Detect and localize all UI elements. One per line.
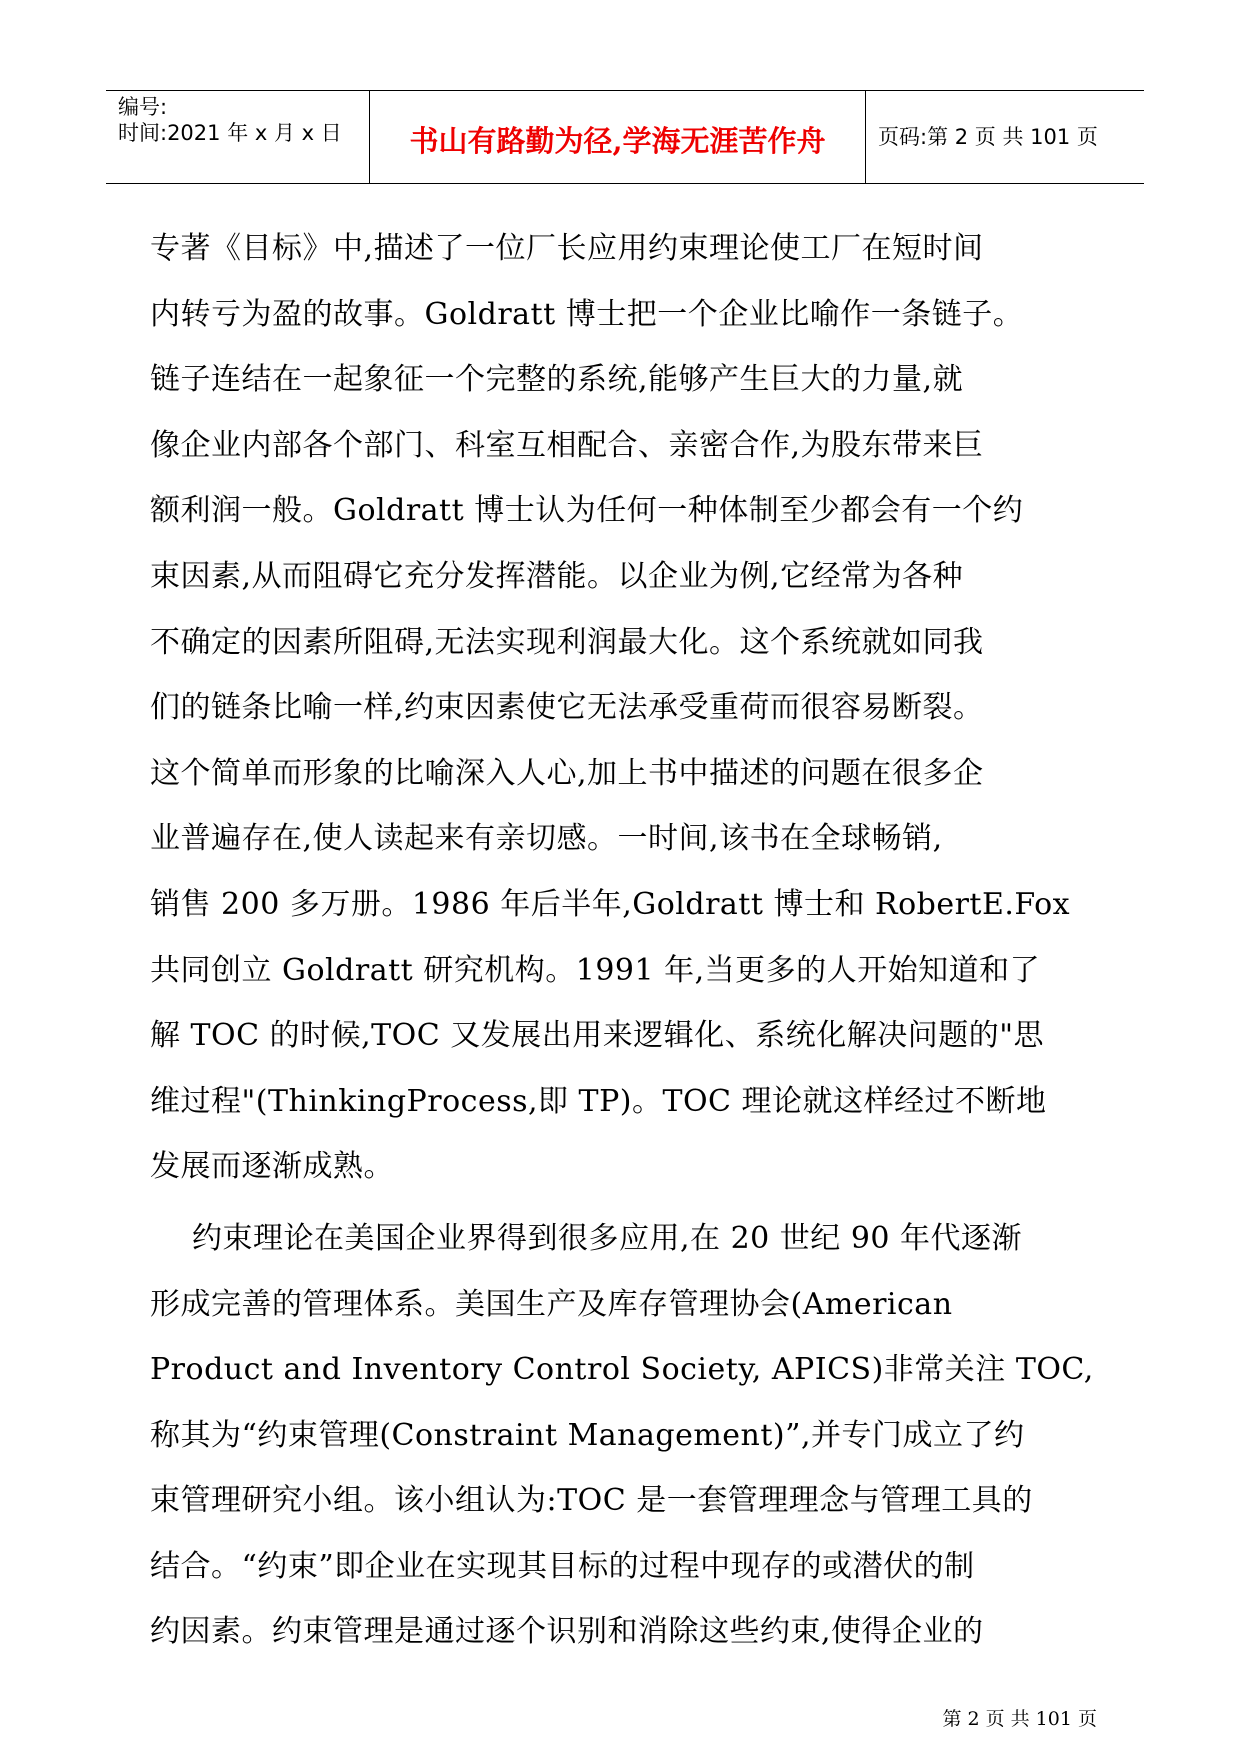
text-line: 这个简单而形象的比喻深入人心,加上书中描述的问题在很多企 xyxy=(150,755,984,791)
text-line: 称其为“约束管理(Constraint Management)”,并专门成立了约 xyxy=(150,1417,1025,1453)
header-page-label: 页码:第 2 页 共 101 页 xyxy=(878,125,1098,149)
text-line: 业普遍存在,使人读起来有亲切感。一时间,该书在全球畅销, xyxy=(150,821,943,857)
text-line: 销售 200 多万册。1986 年后半年,Goldratt 博士和 RobertE.Fox xyxy=(150,886,1071,922)
paragraph-1 xyxy=(150,216,1102,1200)
text-line: 额利润一般。Goldratt 博士认为任何一种体制至少都会有一个约 xyxy=(150,493,1024,529)
page-header xyxy=(106,90,1144,184)
page-footer: 第 2 页 共 101 页 xyxy=(942,1708,1097,1730)
text-line: 不确定的因素所阻碍,无法实现利润最大化。这个系统就如同我 xyxy=(150,624,984,660)
text-line: 发展而逐渐成熟。 xyxy=(150,1149,394,1185)
text-line: 束管理研究小组。该小组认为:TOC 是一套管理理念与管理工具的 xyxy=(150,1483,1033,1519)
text-line: 们的链条比喻一样,约束因素使它无法承受重荷而很容易断裂。 xyxy=(150,690,984,726)
text-line: 链子连结在一起象征一个完整的系统,能够产生巨大的力量,就 xyxy=(150,362,964,398)
paragraph-2 xyxy=(150,1206,1102,1665)
text-line: 内转亏为盈的故事。Goldratt 博士把一个企业比喻作一条链子。 xyxy=(150,296,1024,332)
text-line: 像企业内部各个部门、科室互相配合、亲密合作,为股东带来巨 xyxy=(150,427,984,463)
document-time-label: 时间:2021 年 x 月 x 日 xyxy=(118,121,342,145)
header-motto: 书山有路勤为径,学海无涯苦作舟 xyxy=(409,124,826,158)
text-line: 结合。“约束”即企业在实现其目标的过程中现存的或潜伏的制 xyxy=(150,1548,975,1584)
text-line: 专著《目标》中,描述了一位厂长应用约束理论使工厂在短时间 xyxy=(150,231,984,266)
text-line: Product and Inventory Control Society, APICS)非常关注 TOC, xyxy=(150,1352,1094,1388)
header-info-cell xyxy=(106,91,370,183)
text-line: 约束理论在美国企业界得到很多应用,在 20 世纪 90 年代逐渐 xyxy=(192,1220,1023,1256)
text-line: 解 TOC 的时候,TOC 又发展出用来逻辑化、系统化解决问题的"思 xyxy=(150,1018,1045,1054)
header-motto-cell xyxy=(370,91,866,183)
document-number-label: 编号: xyxy=(118,95,168,119)
header-page-cell xyxy=(866,91,1144,183)
document-body xyxy=(150,216,1102,1665)
text-line: 共同创立 Goldratt 研究机构。1991 年,当更多的人开始知道和了 xyxy=(150,952,1041,988)
text-line: 形成完善的管理体系。美国生产及库存管理协会(American xyxy=(150,1286,953,1322)
text-line: 约因素。约束管理是通过逐个识别和消除这些约束,使得企业的 xyxy=(150,1614,984,1650)
text-line: 束因素,从而阻碍它充分发挥潜能。以企业为例,它经常为各种 xyxy=(150,558,964,594)
text-line: 维过程"(ThinkingProcess,即 TP)。TOC 理论就这样经过不断地 xyxy=(150,1083,1047,1119)
